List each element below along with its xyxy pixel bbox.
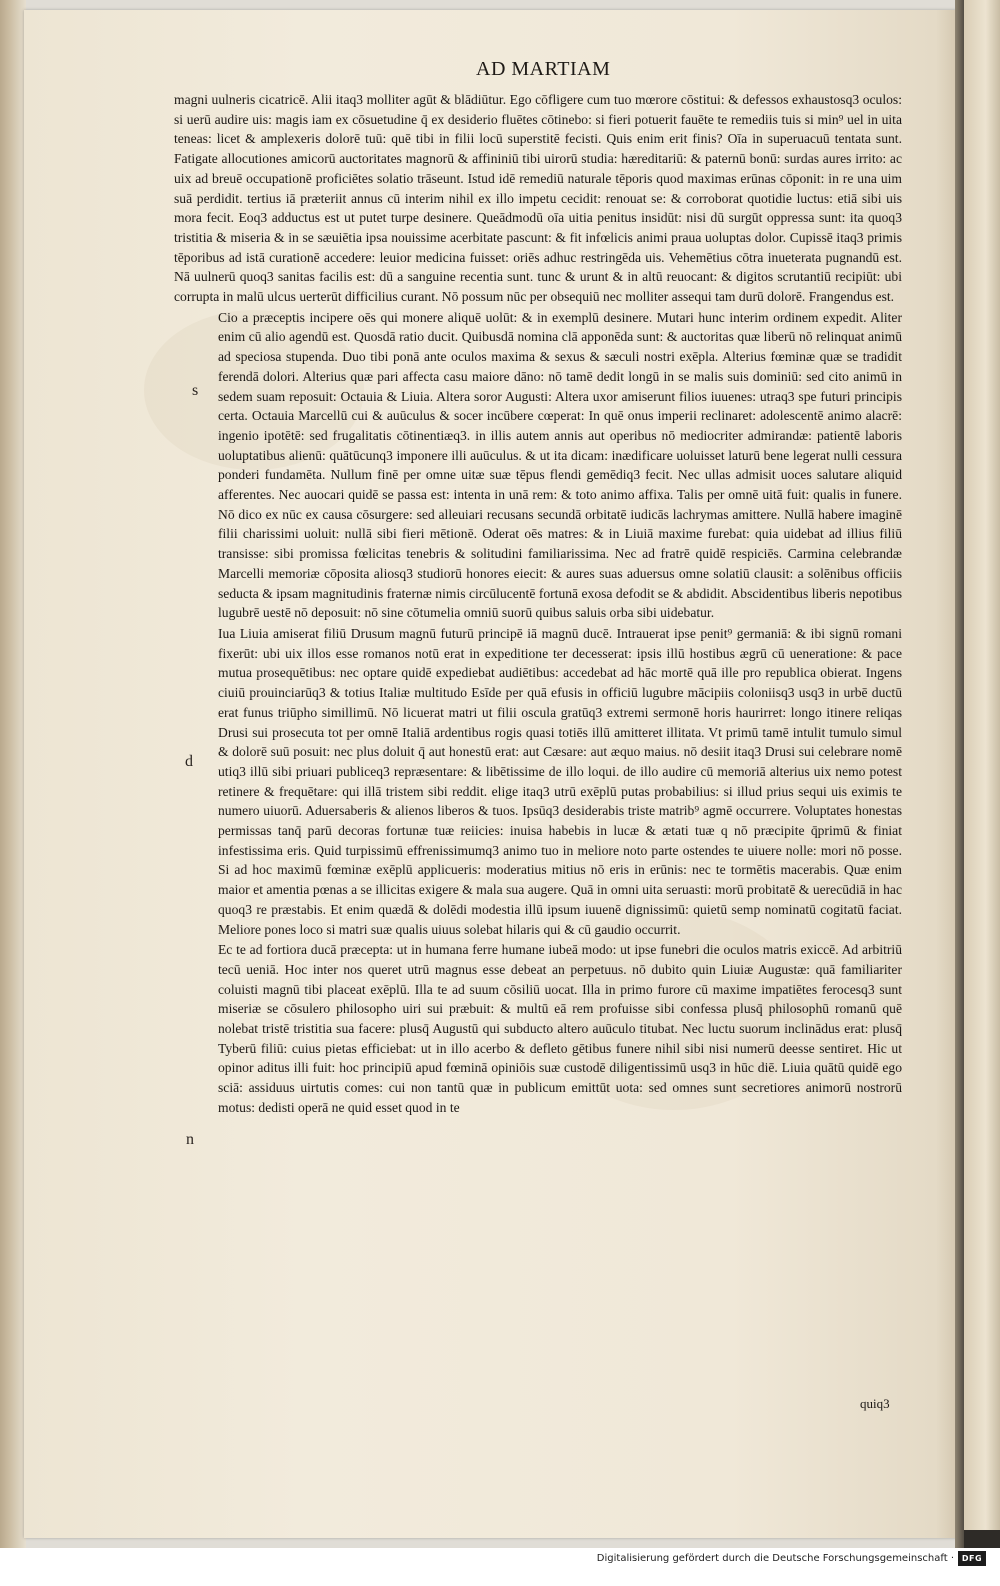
paragraph: Cio a præceptis incipere oēs qui monere aliquē uolūt: & in exemplū desinere. Mutari hunc interim ordinem expedit. Aliter enim cū alio agendū est. Quosdā ratio ducit. Quibusdā nomina clā apponēda sunt: & auctoritas quæ liberū nō relinquat animū ad speciosa stupenda. Duo tibi ponā ante oculos maxima & sexus & sæculi nostri exēpla. Alterius fœminæ quæ se tradidit ferendā dolori. Alterius quæ pari affecta casu maiore dāno: nō tamē dedit longū in se malis suis dominiū: sed cito animū in sedem suam reposuit: Octauia & Liuia. Altera soror Augusti: Altera uxor amiserunt filios iuuenes: utraq3 spe futuri principis certa. Octauia Marcellū cui & auūculus & socer incūbere cœperat: In quē onus imperii reclinaret: adolescentē animo alacrē: ingenio ipotētē: sed frugalitatis cōtinentiæq3. in illis autem annis aut operibus nō mediocriter admirandæ: patientē laboris uoluptatibus alienū: quātūcunq3 imponere illi auūculus. & ut ita dicam: inædificare uoluisset laturū bene legerat nulli cessura ponderi fundamēta. Nullum finē per omne uitæ suæ tēpus flendi gemēdiq3 fecit. Nec ullas admisit uoces salutare aliquid afferentes. Nec auocari quidē se passa est: intenta in unā rem: & toto animo affixa. Talis per omnē uitā fuit: qualis in funere. Nō dico ex nūc ex causa cōsurgere: sed alleuiari recusans secundā orbitatē iudicās lachrymas amittere. Nullā habere imaginē filii charissimi uoluit: nullā sibi fieri mētionē. Oderat oēs matres: & in Liuiā maxime furebat: quia uidebat ad illius filiū transisse: sibi promissa fœlicitas tenebris & solitudini familiarissima. Nec ad fratrē quidē respiciēs. Carmina celebrandæ Marcelli memoriæ cōposita aliosq3 studiorū honores eiecit: & aures suas aduersus omne solatiū clausit: a solēnibus officiis seducta & ipsam magnitudinis fraternæ nimis circūlucentē fortunā exosa defodit se & abdidit. Abscidentibus liberis nepotibus lugubrē uestē nō deposuit: nō sine cōtumelia omniū suorū quibus saluis orba sibi uidebatur. [218,309,902,621]
paragraph: Ec te ad fortiora ducā præcepta: ut in humana ferre humane iubeā modo: ut ipse funebri die oculos matris exiccē. Ad arbitriū tecū ueniā. Hoc inter nos queret utrū magnus esse debeat an perpetuus. nō dubito quin Liuiæ Augustæ: quā familiariter coluisti magnū tibi placeat exēplū. Illa te ad suum cōsiliū uocat. Illa in primo furore cū maxime impatiētes ferocesq3 sunt miseriæ se cōsulero philosopho uiri sui præbuit: & multū eā rem profuisse sibi confessa plusq̄ philosophū romanū quē nolebat tristē tristitia sua facere: plusq̄ Augustū qui subducto altero auūculo titubat. Nec luctu suorum inclinādus erat: plusq̄ Tyberū filiū: cuius pietas efficiebat: ut in illo acerbo & defleto gētibus funere nihil sibi nisi numerū deesse sentiret. Hic ut opinor aditus illi fuit: hoc principiū apud fœminā opiniōis suæ custodē diligentissimū usq3 in hūc diē. Liuia quātū quidē ego sciā: assiduus uirtutis comes: cui non tantū quæ in publicum emittūt uota: sed omnes sunt secretiores animorū nostrorū motus: dedisti operā ne quid esset quod in te [218,942,902,1115]
facing-page-edge [964,0,1000,1530]
catchword: quiq3 [860,1396,890,1411]
guide-letter: n [186,1131,194,1148]
running-head: AD MARTIAM [476,58,611,80]
footer-credit: Digitalisierung gefördert durch die Deutsche Forschungsgemeinschaft · [596,1553,954,1564]
guide-letter: s [192,382,199,399]
paragraph: magni uulneris cicatricē. Alii itaq3 molliter agūt & blādiūtur. Ego cōfligere cum tuo mœrore cōstitui: & defessos exhaustosq3 oculos: si uerū audire uis: magis iam ex cōsuetudine q̄ ex desiderio fluētes cōtinebo: si fieri potuerit fauēte te remediis tuis si min⁹ uel in uita teneas: licet & amplexeris dolorē tuū: quē tibi in filii locū superstitē fecisti. Quis enim erit finis? Oīa in superuacuū tentata sunt. Fatigate allocutiones amicorū auctoritates magnorū & affininiū tibi uirorū studia: hæreditariū: & paternū bonū: surdas aures irrito: ac uix ad breuē occupationē proficiētes solatio trāseunt. Istud idē remediū naturale tēporis quod maximas erūnas cōponit: in re una uim suā perdidit. tertius iā præteriit annus cū interim nihil ex illo impetu cecidit: renouat se: & corroborat quotidie luctus: etiā sibi uis mora fecit. Eoq3 adductus est ut putet turpe desinere. Queādmodū oīa uitia penitus insidūt: nisi dū surgūt oppressa sunt: ita quoq3 tristitia & miseria & in se sæuiētia ipsa nouissime acerbitate pascunt: & fit infœlicis animi praua uoluptas dolor. Cupissē itaq3 primis tēporibus ad istā curationē accedere: leuior medicina fuisset: oriēs adhuc restringēda uis. Vehemētius cōtra inueterata pugnandū est. Nā uulnerū quoq3 sanitas facilis est: dū a sanguine recentia sunt. tunc & urunt & in altū reuocant: & digitos scrutantiū recipiūt: ubi corrupta in malū ulcus uerterūt difficilius curant. Nō possum nūc per obsequiū nec molliter assequi tam durū dolorē. Frangendus est. [174,92,902,305]
body-text [174,90,902,1118]
dfg-logo: DFG [958,1551,986,1566]
guide-letter: d [185,753,193,770]
paragraph: Iua Liuia amiserat filiū Drusum magnū futurū principē iā magnū ducē. Intrauerat ipse penit⁹ germaniā: & ibi signū romani fixerūt: ubi uix illos esse romanos notū erat in expeditione ter decesserat: ipsis illū hostibus ægrū cū ueneratione: & pace mutua prosequētibus: nec optare quidē expediebat audiētibus: accedebat ad hāc mortē quā ille pro republica obierat. Ingens ciuiū prouinciarūq3 & totius Italiæ multitudo Esīde per quā efusis in officiū lugubre mācipiis coloniisq3 usq3 in urbē ductū erat funus triūpho simillimū. Nō licuerat matri ut filii oscula gratūq3 extremi sermonē horis haurirret: longo itinere reliqas Drusi sui prosecuta tot per omnē Italiā ardentibus rogis quasi totiēs illū amitteret illitata. Vt primū tamē intulit tumulo simul & dolorē suū posuit: nec plus doluit q̄ aut honestū erat: aut Cæsare: aut æquo maius. nō desiit itaq3 Drusi sui celebrare nomē utiq3 illū sibi priuari publiceq3 repræsentare: & libētissime de illo loqui. de illo audire cū memoriā alterius uix nemo potest retinere & frequētare: qui illā tristem sibi reddit. elige itaq3 utrū exēplū putas probabilius: si illud prius sequi uis eximis te numero uiuorū. Aduersaberis & alienos liberos & tuos. Ipsūq3 desiderabis triste matrib⁹ agmē occurrere. Voluptates honestas permissas tanq̄ parū decoras fortunæ tuæ reiicies: inuisa habebis in lucæ & ætati tuæ q nō præcipite q̄primū & finiat infestissima eris. Quid turpissimū effrenissimumq3 animo tuo in meliore noto parte ostendes te uiuere nolle: mori nō posse. Si ad hoc maximū fœminæ exēplū applicueris: moderatius mitius nō eris in erūnis: nec te tormētis macerabis. Quæ enim maior et amentia pœnas a se illicitas exigere & mala sua augere. Quā in omni uita seruasti: morū probitatē & uerecūdiā in hac quoq3 re præstabis. Et enim quædā & dolēdi modestia illū ipsum iuuenē dignissimū: quietū semp nominatū cogitatū faciat. Meliore pones loco si matri suæ qualis uiuus solebat hilaris qui & cū gaudio occurrit. [218,625,902,937]
book-left-edge [0,0,26,1586]
